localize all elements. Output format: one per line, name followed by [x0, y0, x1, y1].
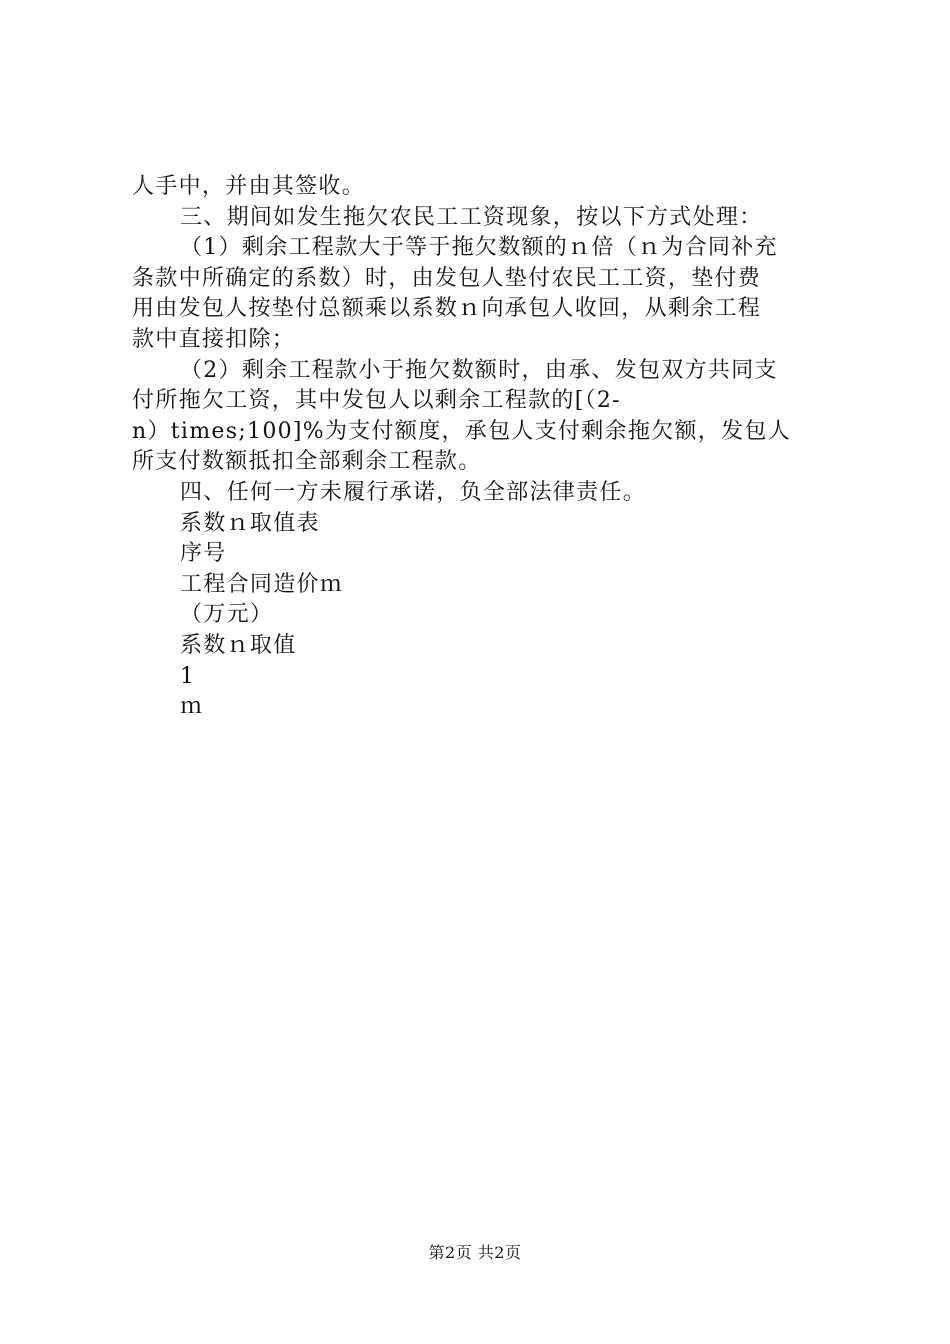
paragraph-item-1-line-1: （1）剩余工程款大于等于拖欠数额的ｎ倍（ｎ为合同补充	[180, 235, 778, 261]
table-header-coefficient: 系数ｎ取值	[180, 632, 297, 658]
paragraph-item-1-line-2: 条款中所确定的系数）时，由发包人垫付农民工工资，垫付费	[132, 265, 762, 291]
table-header-unit: （万元）	[180, 602, 274, 628]
table-cell-m: ｍ	[180, 694, 204, 720]
table-cell-index-1: 1	[180, 663, 196, 689]
paragraph-item-1-line-4: 款中直接扣除；	[132, 326, 296, 352]
table-header-contract-price: 工程合同造价ｍ	[180, 571, 344, 597]
paragraph-item-1-line-3: 用由发包人按垫付总额乘以系数ｎ向承包人收回，从剩余工程	[132, 296, 762, 322]
table-title: 系数ｎ取值表	[180, 510, 320, 536]
paragraph-line-continuation: 人手中，并由其签收。	[132, 174, 366, 199]
paragraph-item-2-line-1: （2）剩余工程款小于拖欠数额时，由承、发包双方共同支	[180, 357, 778, 383]
paragraph-item-2-line-3: n）times;100]%为支付额度，承包人支付剩余拖欠额，发包人	[132, 418, 792, 444]
table-header-index: 序号	[180, 541, 227, 567]
paragraph-item-2-line-4: 所支付数额抵扣全部剩余工程款。	[132, 449, 482, 475]
paragraph-heading-three: 三、期间如发生拖欠农民工工资现象，按以下方式处理：	[180, 204, 763, 230]
paragraph-item-2-line-2: 付所拖欠工资，其中发包人以剩余工程款的[（2-	[132, 388, 621, 414]
document-body	[132, 172, 834, 723]
paragraph-heading-four: 四、任何一方未履行承诺，负全部法律责任。	[180, 479, 647, 505]
page-footer: 第2页 共2页	[428, 1243, 522, 1262]
